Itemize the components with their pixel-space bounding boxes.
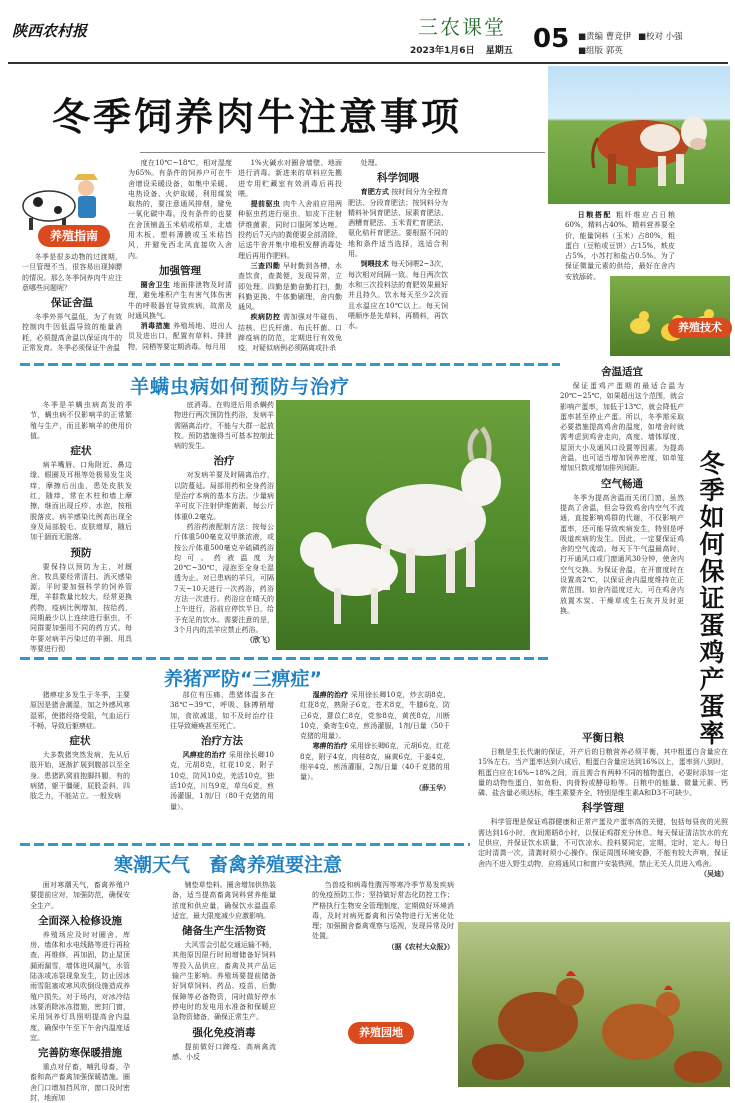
article5-col-left	[560, 362, 684, 616]
article4-title: 寒潮天气 畜禽养殖要注意	[114, 854, 343, 876]
ration-text: 粗纤维应占日粮60%，精料占40%。精料营养要全价，能量饲料（玉米）占80%，粗蛋白（豆粕或豆饼）占15%，麸皮占5%，小苏打和盐占0.5%。为了保证微量元素的供给，最好在舍内安放舔砖。	[565, 211, 676, 281]
article5-col-bottom	[478, 728, 728, 879]
feeding-text: 每天饲喂2~3次，每次相对间隔一致。每日两次饮水和三次投料法的育肥效果最好并且持久。饮水每天至少2次而且水温应在10℃以上。每天饲喂顺序是先草料，再精料，再饮水。	[348, 260, 449, 331]
article3-col2-text: 部位有压痛，患猪体温多在38℃~39℃，呼吸、脉搏稍增加，食欲减退，如不及时治疗往往导致瘫痪甚至死亡。	[170, 691, 274, 730]
lead-damp: 湿痹的治疗	[312, 690, 349, 699]
article3-title: 养猪严防“三痹症”	[164, 668, 322, 690]
hens-photo	[458, 922, 730, 1087]
heading-science: 科学饲喂	[377, 172, 419, 185]
heading-hen-air: 空气畅通	[601, 477, 643, 490]
lead-disinfect: 消毒措施	[140, 321, 171, 331]
article1-col3-text: 1%火碱水对圈舍墙壁、地面进行消毒。新进来的草料应先搬进专用贮藏室有效消毒后再投喂。	[238, 159, 342, 198]
heading-pig-method: 治疗方法	[201, 735, 243, 748]
article4-col3-text: 刍兽疫和病毒性腹泻等寒冷季节易发疾病的免疫预防工作；坚持做好常态化防控工作；严格执行生物安全管理制度，定期做好环境消毒，及时对病死畜禽和污染物进行无害化处理；加强圈舍畜禽观察与巡视，发现异常及时处置。	[312, 881, 454, 941]
heading-supply: 储备生产生活物资	[182, 925, 266, 938]
hen-temp-text: 保证蛋鸡产蛋期的最适合温为20℃~25℃，如果超出这个范围，就会影响产蛋率，加低于13℃，就会降低产蛋率甚至停止产蛋。所以，冬季需采取必要措施提高鸡舍的温度，如堵舍时就需考虑到鸡舍走向，高度、墙体厚度，屋顶大小及通风口设置等因素。为提高舍温，也可适当增加饲养密度，如单笼增加只数或增加排列间距。	[560, 382, 684, 473]
badge-breeding-guide: 养殖指南	[38, 225, 110, 247]
divider-2	[20, 657, 550, 660]
pig-symptom-text: 大多数猪突然发病，先从后肢开始，逐渐扩展到腹部以至全身。患猪趴窝前抱脚抖腿，有的病猪，躯干僵硬，屁股歪斜，四肢乏力，不能站立。一般发病	[30, 751, 130, 801]
article3-author: （薛玉华）	[415, 782, 450, 792]
fatten-text: 按时间分为全程育肥法、分段育肥法；按饲料分为精料补饲育肥法、尿素育肥法、酒糟育肥法、玉米青贮育肥法、氨化秸秆育肥法。要根据不同的地和条件适当选择，选适合利用。	[348, 188, 448, 259]
article5-title: 冬季如何保证蛋鸡产蛋率	[696, 450, 725, 747]
lead-disease: 疾病防控	[250, 312, 281, 322]
goats-photo	[276, 400, 530, 650]
heat-text: 重点对仔畜，哺乳母畜，孕畜和高产畜禽加强保暖措施。圈舍门口增加挡风帘，窗口及时密封，地面加	[30, 1063, 130, 1103]
article1-col3	[238, 158, 342, 354]
masthead-rule	[8, 62, 728, 64]
lead-wind: 风痹症的治疗	[182, 750, 227, 760]
badge-breeding-garden: 养殖园地	[348, 1022, 414, 1044]
article1-warm-text: 冬季外界气温低，为了有效控制肉牛因低温导致的能量消耗，必须提高舍温以保证肉牛的正常发育。冬季必须保证牛舍温	[22, 313, 122, 353]
lead-feeding: 饲喂技术	[360, 259, 389, 269]
article2-col1	[30, 400, 132, 654]
deworm-text: 肉牛入舍前应用两种驱虫药进行驱虫，如皮下注射伊维菌素，同时口服阿苯达唑。投药后7天内的粪便要全部清除，运送牛舍并集中堆积发酵消毒处理后再用作肥料。	[238, 200, 343, 260]
disease-text: 需加强对牛碰伤、结核、巴氏杆菌、布氏杆菌、口蹄疫病的防范，定期进行有效免疫，对疑似病例必须隔离或扑杀	[238, 313, 343, 353]
heading-heat: 完善防寒保暖措施	[38, 1047, 122, 1060]
article2-col2-text: 底消毒。在购进后用杀螨药物进行两次预防性药浴，发病羊需隔离治疗，不能与大群一起放牧。预防措施得当可基本控制此病的发生。	[174, 401, 274, 451]
cold-text: 采用徐长卿6克，元胡6克，红花8克，附子4克，肉桂8克，麻黄6克，干姜4克，细辛4克，煎汤灌服，2剂/日量（40千克猪的用量）。	[300, 742, 450, 782]
article1-intro: 冬季是很多动物的过渡期，一旦管理不当，很容易出现掉膘的情况。那么冬季饲养肉牛应注意哪些问题呢？	[22, 253, 122, 292]
lead-fatten: 育肥方式	[360, 187, 389, 197]
sheep-treat-text-2: 药浴药液配制方法：按每公斤体重500毫克双甲脒浓液，或按公斤体重500毫克辛硫磷药浴均可。药液温度为20℃~30℃，浸泡至全身毛湿透为止。对已患病的羊只，可隔7天~10天进行一次药浴，药浴方法一次进行。药浴应在晴天的上午进行，浴前应停饮半日，给予充足的饮水。需要注意的是，3个月内的羔羊应禁止药浴。	[174, 522, 274, 634]
article2-title: 羊螨虫病如何预防与治疗	[130, 376, 351, 398]
divider-3	[20, 843, 470, 846]
editor-1: ■责编 曹竞伊	[578, 32, 632, 42]
issue-date	[410, 43, 513, 56]
article4-col3	[312, 880, 454, 952]
checks-text: 早时勤到各槽，水查饮食，查粪便，发现异常，立即处理。四勤是勤奋勤打扫，勤科勤更换、牛体勤刷理，舍内勤通风。	[238, 261, 343, 312]
heading-hen-manage: 科学管理	[582, 802, 624, 815]
heading-hen-ration: 平衡日粮	[582, 732, 624, 744]
lead-ration: 日粮搭配	[577, 210, 613, 219]
article5-author: （吴迪）	[700, 868, 728, 878]
article1-col1	[22, 252, 122, 353]
article3-intro: 猪痹症多发生于冬季，主要原因是猪舍潮湿，加之外感风寒湿邪，使猪经络受阻，气血运行不畅，导致后躯痹症。	[30, 691, 130, 730]
article2-col2	[174, 400, 274, 646]
hen-air-text: 冬季为提高舍温而关闭门窗，虽然提高了舍温，但会导致鸡舍内空气不流通，直接影响鸡群的代谢，不仅影响产蛋率，还可能导致疾病发生，特别是呼吸道疾病的发生。因此，一定要保证鸡舍的空气流动。每天下午气温最高时，打开通风口或门窗通风30分钟，使舍内空气交换。为保证舍温，在开窗度时在设置高2℃，以保证舍内温度维持在正常范围。如舍内湿度过大，可在鸡舍内放置木炭、干燥草或生石灰并及时更换。	[560, 493, 684, 615]
heading-hen-temp: 舍温适宜	[601, 366, 643, 378]
heading-sheep-treat: 治疗	[213, 455, 235, 468]
heading-sheep-symptom: 症状	[70, 445, 92, 458]
heading-manage: 加强管理	[159, 264, 201, 277]
date-text: 2023年1月6日	[410, 46, 475, 56]
article4-col1	[30, 880, 130, 1103]
sheep-treat-text: 对发病羊要及时隔离治疗，以防蔓延。局部用药和全身药浴是治疗本病的基本方法。少量病羊可皮下注射伊维菌素，每公斤体重0.2毫克。	[174, 471, 274, 521]
article4-col2	[172, 880, 276, 1062]
damp-text: 采用徐长卿10克，炒玄胡8克，红花8克，熟附子6克，苍术8克，牛膝6克，防己6克，薏苡仁8克，党参8克，黄芪8克，川断10克，桑寄生6克，煎汤灌服，1剂/日量（50千克猪的用量）。	[300, 691, 450, 741]
column-name: 三农课堂	[418, 15, 506, 39]
title-underline	[140, 152, 545, 153]
heading-warm: 保证舍温	[51, 297, 93, 310]
heading-pig-symptom: 症状	[69, 735, 91, 748]
masthead	[0, 0, 735, 60]
article3-col2	[170, 690, 274, 812]
heading-check: 全面深入检修设施	[38, 914, 122, 927]
sheep-prevent-text: 要保持以预防为主，对厩舍、牧具要经常清扫、消灭感染源。平时要加强科学的饲养管理，羊群数量比较大，经常更换药物，疫病比例增加，按给药，同期最少以上连续进行驱虫，不同群要加强用不同的药方式。每年要对病羊污染过的羊圈、用具等要进行彻	[30, 562, 132, 653]
article4-intro: 面对寒潮天气，畜禽养殖户要提前应对，加强防范，确保安全生产。	[30, 881, 130, 910]
article4-col2-text: 铺垫草垫料。圈舍增加供热装备，适当提高畜禽饲料营养能量浓度和供应量，确保饮水温温系适宜，最大限度减少应激影响。	[172, 881, 276, 920]
vaccine-text: 提前做好口蹄疫、高病禽流感、小反	[172, 1042, 276, 1061]
article3-col3	[300, 690, 450, 793]
editors	[578, 30, 728, 58]
article1-col4-start: 处理。	[360, 159, 382, 167]
hygiene-text: 地面排泄物及时清理，避免堆积产生有害气体伤害牛的呼吸器官导致疾病，故需及时通风换气。	[128, 280, 233, 320]
weekday-text: 星期五	[485, 46, 513, 56]
editor-2: ■校对 小强	[637, 32, 683, 42]
badge-breeding-tech: 养殖技术	[668, 318, 732, 338]
article4-author: （据《农村大众报》）	[387, 941, 454, 951]
article2-intro: 冬季是羊螨虫病高发的季节，螨虫病不仅影响羊的正常繁殖与生产，而且影响羊的使用价值。	[30, 401, 132, 440]
article3-col1	[30, 690, 130, 802]
lead-checks: 三查四勤	[250, 260, 281, 270]
disinfect-text: 养殖场地、进出人员及进出口，配置有草料、排泄物，同栖等要定期消毒。每月用	[128, 322, 233, 351]
lead-cold: 寒痹的治疗	[312, 741, 348, 751]
supply-text: 大风雪会引起交通运输不畅，其他原因限行时间增储备好饲料等投入品供应，畜禽及其产品运输产生影响。养殖场要提前储备好饲草饲料、药品、疫苗，后勤保障等必备物资，同时做好停水停电时的发电用水准备和保暖应急物资储备，确保正常生产。	[172, 941, 276, 1022]
article2-author: （欣飞）	[246, 635, 274, 645]
article1-col2	[128, 158, 232, 352]
page-number: 05	[533, 24, 570, 54]
check-text: 养殖场应及时对圈舍、库房、墙体和水电线路等进行再检查、再维修，再加固，防止屋顶漏雨漏雪，墙体迸风漏气，水管陆冻或冻裂现象发生，防止因冰雨雪阻塞或寒风吹倒设施造成养殖户损失。对于场内，对冰冷结冰要消除冰冻措施，密封门窗，采用饲养灯具照明提高舍内温度，确保中午至下午舍内温度适宜。	[30, 930, 130, 1042]
hen-manage-text: 科学管理是保证鸡群健康和正常产蛋及产蛋率高的关键，包括每昼夜的光照需达到16小时，夜间需晤8小时，以保证鸡群充分休息。每天保证清洁饮水的充足供应，并保证饮水质量，不可饮凉水。投料要同定，定期，定时，定人。每日定时清粪一次，清粪时须小心操作。保证周围环境安静，不能有较大声响，保证舍内不进入野生动物，应将通风口和窗户安装铁网，禁止无关人员进入鸡舍。	[478, 818, 728, 868]
lead-hygiene: 圈舍卫生	[140, 279, 171, 289]
editor-3: ■组版 郭英	[578, 46, 623, 56]
paper-logo: 陕西农村报	[12, 22, 88, 40]
chicks-photo	[610, 276, 730, 356]
article1-col2-text: 度在10℃~18℃，相对湿度为65%。有条件的饲养户可在牛舍增设采暖设备，如集中采暖、电热设备、火炉取暖，利用煤炭取热的，要注意通风排烟，避免一氧化碳中毒。没有条件的也要在舍顶铺盖玉米秸或稻草，北墙用木板、塑料薄膜或玉米秸挡风，并避免西北风直接吹入舍内。	[128, 159, 232, 260]
cow-illustration	[548, 66, 730, 204]
divider-1	[20, 363, 560, 366]
heading-sheep-prevent: 预防	[70, 546, 92, 559]
sheep-symptom-text: 病羊嘴唇、口角附近、鼻边缘、眼圈及耳根等处极易发生炎痒，摩擦后出血，患处皮肤发红，随痒，常在木柱和墙上摩擦，继而出现丘疹、水泡，按根脱落皮。病羊感染比例高出现全身及局部脱毛、皮肤增厚，随后加干涸而无脱落。	[30, 461, 132, 542]
lead-deworm: 提前驱虫	[250, 199, 281, 209]
hen-ration-text: 日粮是生长代谢的保证，开产后的日粮营养必须平衡，其中粗蛋白含量应在15%左右，当产蛋率达到六成后，粗蛋白含量应达到16%以上，蛋率到八到时，粗蛋白应在16%~18%之间，而且需合有两种不同的植物蛋白，必要时添加一定量的动物性蛋白，如鱼粉、肉骨粉或酵母粉等。日粮中的能量、微量元素、钙磷、盐含量必须达标，维生素要齐全，特别是维生素A和D3不可缺少。	[478, 748, 728, 798]
article1-title: 冬季饲养肉牛注意事项	[52, 95, 463, 139]
article1-col4	[348, 158, 448, 331]
heading-vaccine: 强化免疫消毒	[192, 1026, 256, 1039]
cattle-photo	[548, 66, 730, 204]
wind-text: 采用徐长卿10克，元胡8克，红花10克，附子10克，防风10克，羌活10克，独活10克，川乌9克，草乌6克，煎汤灌服，1剂/日（80千克猪的用量）。	[170, 751, 274, 811]
